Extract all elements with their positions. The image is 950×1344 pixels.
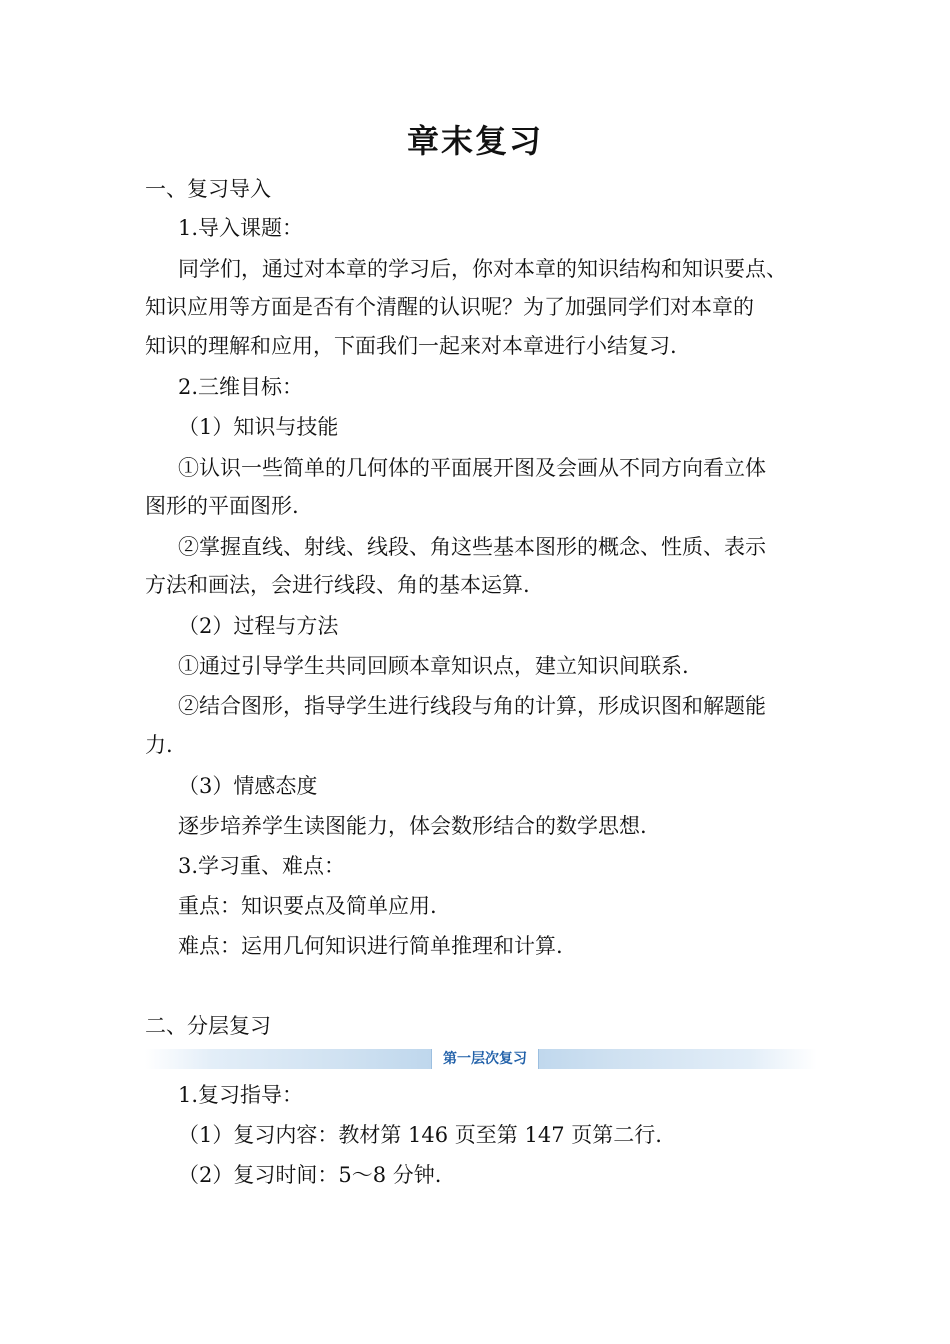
goal-knowledge-item: 方法和画法，会进行线段、角的基本运算. bbox=[145, 573, 530, 597]
goal-attitude-label: （3）情感态度 bbox=[178, 774, 318, 798]
section-heading-review-intro: 一、复习导入 bbox=[145, 177, 271, 201]
intro-paragraph-line: 知识应用等方面是否有个清醒的认识呢？为了加强同学们对本章的 bbox=[145, 295, 754, 319]
intro-paragraph-line: 知识的理解和应用，下面我们一起来对本章进行小结复习. bbox=[145, 334, 677, 358]
goal-knowledge-item: ②掌握直线、射线、线段、角这些基本图形的概念、性质、表示 bbox=[178, 535, 766, 559]
goal-knowledge-item: ①认识一些简单的几何体的平面展开图及会画从不同方向看立体 bbox=[178, 456, 766, 480]
intro-topic-label: 1.导入课题： bbox=[178, 216, 304, 240]
goals-label: 2.三维目标： bbox=[178, 375, 304, 399]
difficult-point: 难点：运用几何知识进行简单推理和计算. bbox=[178, 934, 563, 958]
goal-process-item: 力. bbox=[145, 733, 173, 757]
goal-knowledge-item: 图形的平面图形. bbox=[145, 494, 299, 518]
goal-process-item: ①通过引导学生共同回顾本章知识点，建立知识间联系. bbox=[178, 654, 689, 678]
goal-knowledge-label: （1）知识与技能 bbox=[178, 415, 339, 439]
section-banner-label: 第一层次复习 bbox=[431, 1049, 539, 1069]
page-title: 章末复习 bbox=[406, 122, 543, 160]
key-points-label: 3.学习重、难点： bbox=[178, 854, 346, 878]
key-point: 重点：知识要点及简单应用. bbox=[178, 894, 437, 918]
review-content: （1）复习内容：教材第 146 页至第 147 页第二行. bbox=[178, 1123, 662, 1147]
goal-attitude-text: 逐步培养学生读图能力，体会数形结合的数学思想. bbox=[178, 814, 647, 838]
intro-paragraph-line: 同学们，通过对本章的学习后，你对本章的知识结构和知识要点、 bbox=[178, 257, 787, 281]
goal-process-item: ②结合图形，指导学生进行线段与角的计算，形成识图和解题能 bbox=[178, 694, 766, 718]
review-time: （2）复习时间：5～8 分钟. bbox=[178, 1163, 442, 1187]
review-guide-label: 1.复习指导： bbox=[178, 1083, 304, 1107]
goal-process-label: （2）过程与方法 bbox=[178, 614, 339, 638]
section-heading-layered-review: 二、分层复习 bbox=[145, 1014, 271, 1038]
